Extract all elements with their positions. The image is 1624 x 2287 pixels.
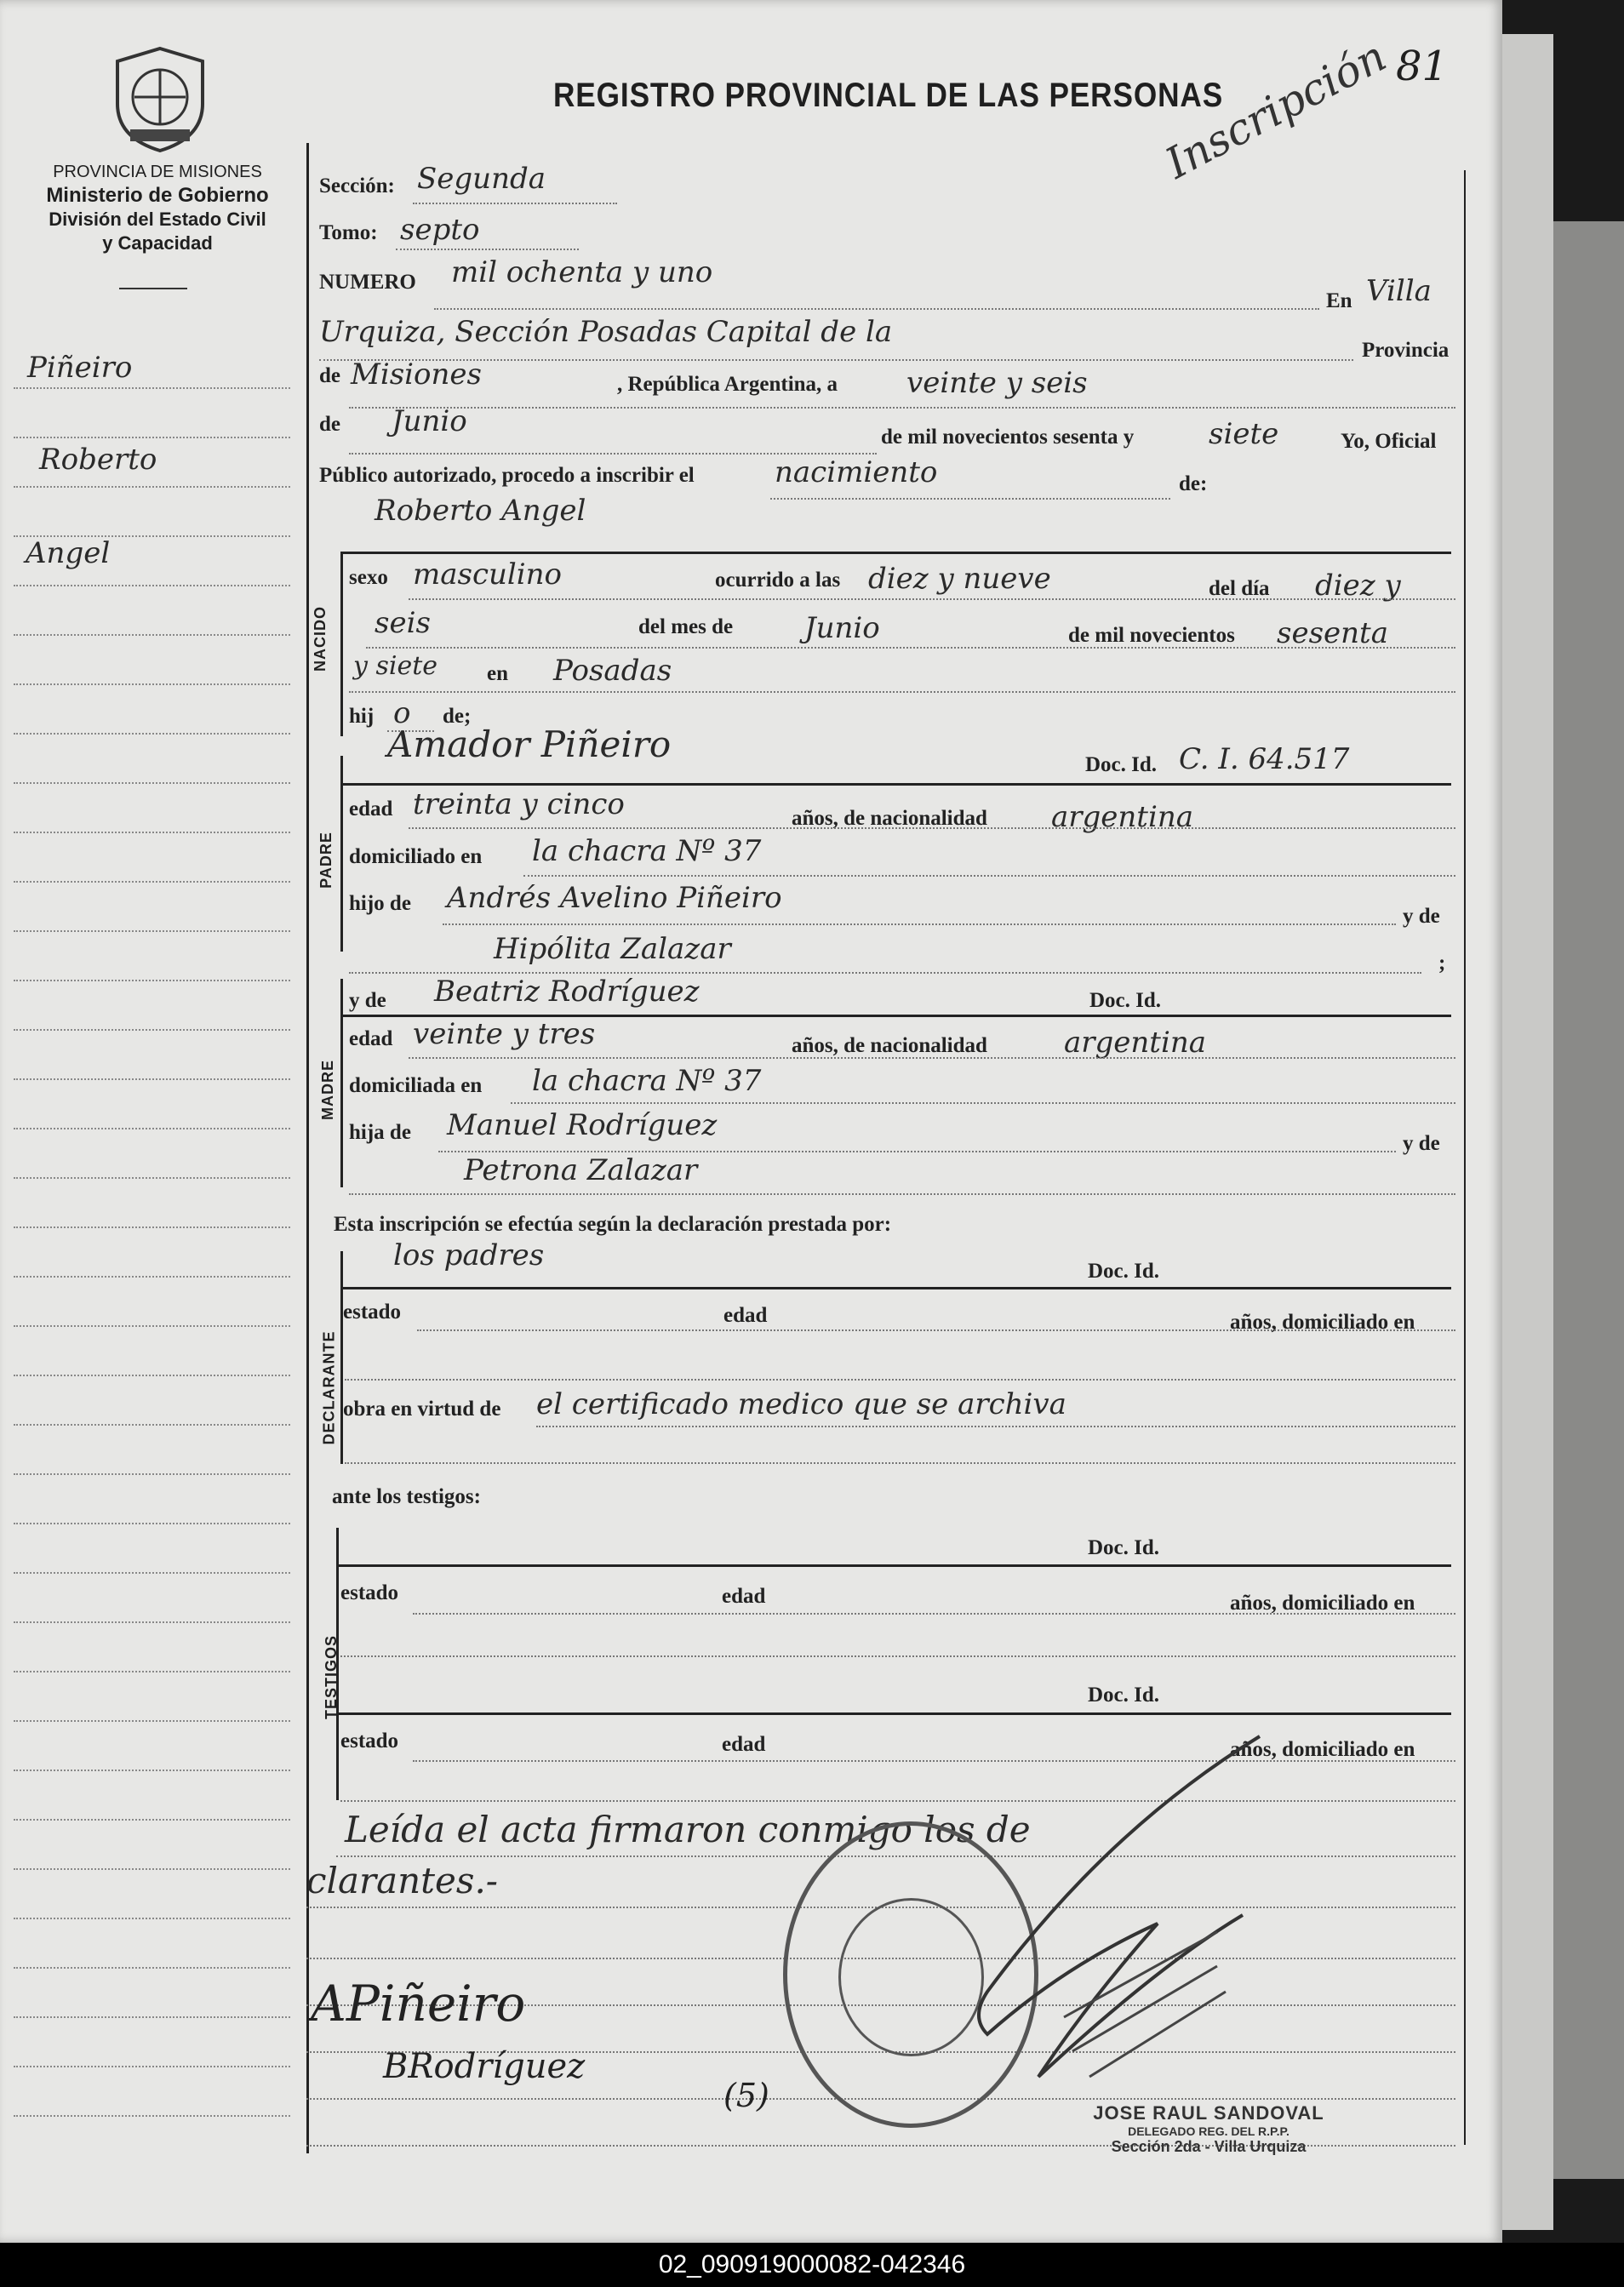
sidebar-line [14, 1868, 290, 1870]
madre-padre-value: Manuel Rodríguez [447, 1108, 718, 1142]
testigo1-top-rule [336, 1564, 1451, 1567]
testigo1-doc-label: Doc. Id. [1088, 1536, 1160, 1559]
provincia-line [349, 407, 1455, 409]
signature-scribble-icon [936, 1711, 1294, 2111]
madre-y-de-label: y de [349, 989, 386, 1012]
testigo1-estado-line [413, 1613, 1455, 1615]
sidebar-line [14, 1819, 290, 1821]
dia-nac-value: diez y [1315, 569, 1401, 603]
sidebar-line [14, 980, 290, 981]
padre-edad-line [409, 827, 1455, 829]
acto-value: nacimiento [775, 455, 938, 489]
hij-label: hij [349, 705, 375, 728]
en-label: En [1326, 289, 1352, 312]
ocurrido-label: ocurrido a las [715, 569, 841, 592]
sidebar-line [14, 1720, 290, 1722]
sidebar-line [14, 1473, 290, 1475]
sidebar-line [14, 1029, 290, 1031]
cierre-line2: clarantes.- [306, 1860, 498, 1901]
madre-edad-line [409, 1057, 1455, 1059]
testigos-section-label: TESTIGOS [323, 1634, 340, 1720]
madre-hija-line [438, 1151, 1396, 1152]
sidebar-line [14, 1375, 290, 1376]
sidebar-line [14, 2016, 290, 2018]
page-edge [1502, 34, 1553, 2230]
tomo-label: Tomo: [319, 221, 378, 244]
sidebar-line [14, 437, 290, 438]
en-value: Villa [1366, 274, 1432, 308]
madre-dom-value: la chacra Nº 37 [532, 1064, 762, 1098]
padre-anos-label: años, de nacionalidad [792, 807, 987, 830]
ante-label: ante los testigos: [332, 1485, 481, 1508]
madre-y-de2-label: y de [1403, 1132, 1440, 1155]
padre-dom-value: la chacra Nº 37 [532, 834, 762, 868]
sidebar-line [14, 782, 290, 784]
madre-hija-label: hija de [349, 1121, 411, 1144]
madre-doc-label: Doc. Id. [1089, 989, 1162, 1012]
padre-edad-label: edad [349, 798, 393, 820]
madre-anos-label: años, de nacionalidad [792, 1034, 987, 1057]
testigo2-anos-label: años, domiciliado en [1230, 1738, 1415, 1761]
madre-dom-line [511, 1102, 1455, 1104]
sidebar-line [14, 881, 290, 883]
province-name: PROVINCIA DE MISIONES [53, 163, 262, 181]
mes-line [349, 453, 877, 455]
footer-id: 02_090919000082-042346 [0, 2243, 1624, 2287]
nombre-value: Roberto Angel [375, 494, 586, 528]
sidebar-line [14, 1276, 290, 1278]
declarante-edad-label: edad [723, 1304, 768, 1327]
padre-hijo-label: hijo de [349, 892, 411, 915]
obra-blank-line [345, 1462, 1455, 1464]
division-name: División del Estado Civil [49, 209, 266, 230]
de2-label: de [319, 413, 340, 436]
republica-label: , República Argentina, a [617, 373, 838, 396]
official-name: JOSE RAUL SANDOVAL [1093, 2102, 1324, 2124]
sidebar-line [14, 733, 290, 735]
del-dia-label: del día [1209, 577, 1270, 600]
sidebar-line [14, 1967, 290, 1969]
de3-label: de: [1179, 472, 1208, 495]
padre-madre-value: Hipólita Zalazar [494, 932, 731, 966]
sidebar-surname: Piñeiro [27, 351, 133, 385]
declarante-value: los padres [393, 1238, 545, 1272]
mes-nac-value: Junio [804, 611, 880, 645]
sidebar-line [14, 2066, 290, 2067]
padre-y-de-label: y de [1403, 905, 1440, 928]
tomo-value: septo [400, 213, 480, 247]
yo-oficial-label: Yo, Oficial [1341, 430, 1437, 453]
declarante-bracket [340, 1251, 343, 1464]
nacido-section-label: NACIDO [312, 606, 329, 672]
numero-line [434, 308, 1319, 310]
provincial-seal-icon [109, 44, 211, 155]
lugar-value: Urquiza, Sección Posadas Capital de la [319, 315, 893, 349]
signature-father: APiñeiro [311, 1975, 526, 2033]
registration-stamp: Inscripción [1158, 31, 1394, 189]
sidebar-line [14, 930, 290, 932]
testigo2-estado-line [413, 1760, 1455, 1762]
madre-dom-label: domiciliada en [349, 1074, 483, 1097]
anio-nac-value: sesenta [1277, 616, 1388, 650]
padre-dom-line [523, 875, 1455, 877]
padre-madre-line [349, 972, 1421, 974]
sidebar-name1: Roberto [39, 443, 157, 477]
madre-madre-value: Petrona Zalazar [464, 1153, 698, 1187]
sidebar-line [14, 1770, 290, 1771]
madre-value: Beatriz Rodríguez [434, 975, 700, 1009]
declarante-anos-label: años, domiciliado en [1230, 1311, 1415, 1334]
padre-nac-value: argentina [1051, 800, 1194, 834]
left-margin-rule [306, 143, 309, 2153]
header-divider [119, 288, 187, 289]
numero-label: NUMERO [319, 271, 416, 294]
provincia-label: Provincia [1362, 339, 1450, 362]
seccion-label: Sección: [319, 174, 395, 197]
declarante-blank-line [345, 1379, 1455, 1381]
hora-value: diez y nueve [868, 562, 1051, 596]
page-number: 81 [1396, 43, 1449, 90]
padre-doc-value: C. I. 64.517 [1179, 742, 1350, 776]
declarante-section-label: DECLARANTE [320, 1330, 338, 1445]
sidebar-line [14, 585, 290, 586]
padre-section-label: PADRE [317, 832, 335, 889]
sexo-value: masculino [413, 557, 563, 592]
seccion-value: Segunda [417, 162, 546, 196]
lugar-nac-line [349, 691, 1455, 693]
mes-nac-line [366, 647, 1455, 649]
header-block [17, 160, 298, 255]
testigo2-doc-label: Doc. Id. [1088, 1684, 1160, 1707]
nacido-bracket [340, 553, 343, 736]
sidebar-line [14, 683, 290, 685]
seccion-line [413, 203, 617, 204]
testigo2-edad-label: edad [722, 1733, 766, 1756]
testigo1-blank-line [340, 1655, 1455, 1657]
padre-edad-value: treinta y cinco [413, 787, 625, 821]
document-title: REGISTRO PROVINCIAL DE LAS PERSONAS [553, 77, 1224, 114]
padre-doc-label: Doc. Id. [1085, 753, 1158, 776]
sidebar-line [14, 1572, 290, 1574]
sidebar-line [14, 387, 290, 389]
padre-value: Amador Piñeiro [387, 723, 672, 765]
mil-novecientos-label: de mil novecientos sesenta y [881, 426, 1135, 449]
declarante-top-rule [340, 1287, 1451, 1289]
declarante-estado-label: estado [343, 1301, 402, 1324]
padre-top-rule [340, 783, 1451, 786]
official-title: DELEGADO REG. DEL R.P.P. [1128, 2124, 1289, 2138]
testigo2-estado-label: estado [340, 1730, 399, 1752]
sexo-line [409, 598, 1455, 600]
sexo-label: sexo [349, 566, 388, 589]
testigo1-estado-label: estado [340, 1581, 399, 1604]
padre-hijo-line [443, 923, 1396, 925]
provincia-value: Misiones [351, 357, 482, 392]
obra-value: el certificado medico que se archiva [536, 1387, 1066, 1421]
padre-dom-label: domiciliado en [349, 845, 483, 868]
margin-mark: (5) [723, 2077, 769, 2114]
dia-nac2-value: seis [375, 606, 431, 640]
obra-label: obra en virtud de [343, 1398, 501, 1421]
hij-suffix: o [393, 696, 411, 730]
nacido-top-rule [340, 552, 1451, 554]
sidebar-line [14, 634, 290, 636]
semicolon-label: ; [1438, 952, 1446, 975]
sidebar-line [14, 1226, 290, 1228]
inscripcion-label: Esta inscripción se efectúa según la declaración prestada por: [334, 1213, 892, 1236]
sidebar-line [14, 1523, 290, 1524]
del-mes-label: del mes de [638, 615, 734, 638]
sidebar-line [14, 1621, 290, 1623]
anio-nac2-value: y siete [353, 651, 438, 681]
official-stamp [1072, 2102, 1345, 2156]
tomo-line [396, 249, 579, 250]
sidebar-name2: Angel [26, 536, 111, 570]
sidebar-lines [0, 306, 298, 2162]
de-label: de [319, 364, 340, 387]
sidebar-line [14, 1325, 290, 1327]
testigo1-edad-label: edad [722, 1585, 766, 1608]
obra-line [536, 1426, 1455, 1427]
padre-padre-value: Andrés Avelino Piñeiro [447, 881, 782, 915]
madre-bracket [340, 979, 343, 1187]
madre-madre-line [349, 1193, 1455, 1195]
numero-value: mil ochenta y uno [451, 255, 713, 289]
lugar-nac-value: Posadas [553, 654, 672, 688]
sidebar-line [14, 1424, 290, 1426]
sidebar-line [14, 486, 290, 488]
sidebar-line [14, 1128, 290, 1129]
capacity-name: y Capacidad [102, 232, 213, 254]
signature-mother: BRodríguez [383, 2047, 586, 2086]
sidebar-line [14, 2115, 290, 2117]
publico-label: Público autorizado, procedo a inscribir el [319, 464, 695, 487]
acto-line [770, 498, 1170, 500]
sidebar-line [14, 832, 290, 833]
sidebar-line [14, 1177, 290, 1179]
declarante-doc-label: Doc. Id. [1088, 1260, 1160, 1283]
de4-label: de; [443, 705, 472, 728]
binder-edge [1553, 221, 1624, 2179]
madre-edad-value: veinte y tres [413, 1017, 596, 1051]
right-margin-rule [1464, 170, 1466, 2145]
testigos-bracket [336, 1528, 339, 1800]
madre-nac-value: argentina [1064, 1026, 1207, 1060]
sidebar-line [14, 1918, 290, 1919]
mes-value: Junio [392, 404, 467, 438]
cierre-line1: Leída el acta firmaron conmigo los de [345, 1809, 1031, 1850]
anio-value: siete [1209, 417, 1279, 451]
ministry-name: Ministerio de Gobierno [46, 184, 269, 207]
sidebar-line [14, 1078, 290, 1080]
declarante-estado-line [417, 1329, 1455, 1331]
madre-edad-label: edad [349, 1027, 393, 1050]
sidebar-line [14, 1671, 290, 1672]
testigo1-anos-label: años, domiciliado en [1230, 1592, 1415, 1615]
en2-label: en [487, 662, 508, 685]
madre-section-label: MADRE [319, 1060, 336, 1120]
de-mil-label: de mil novecientos [1068, 624, 1235, 647]
dia-value: veinte y seis [906, 366, 1088, 400]
official-section: Sección 2da - Villa Urquiza [1111, 2138, 1307, 2155]
